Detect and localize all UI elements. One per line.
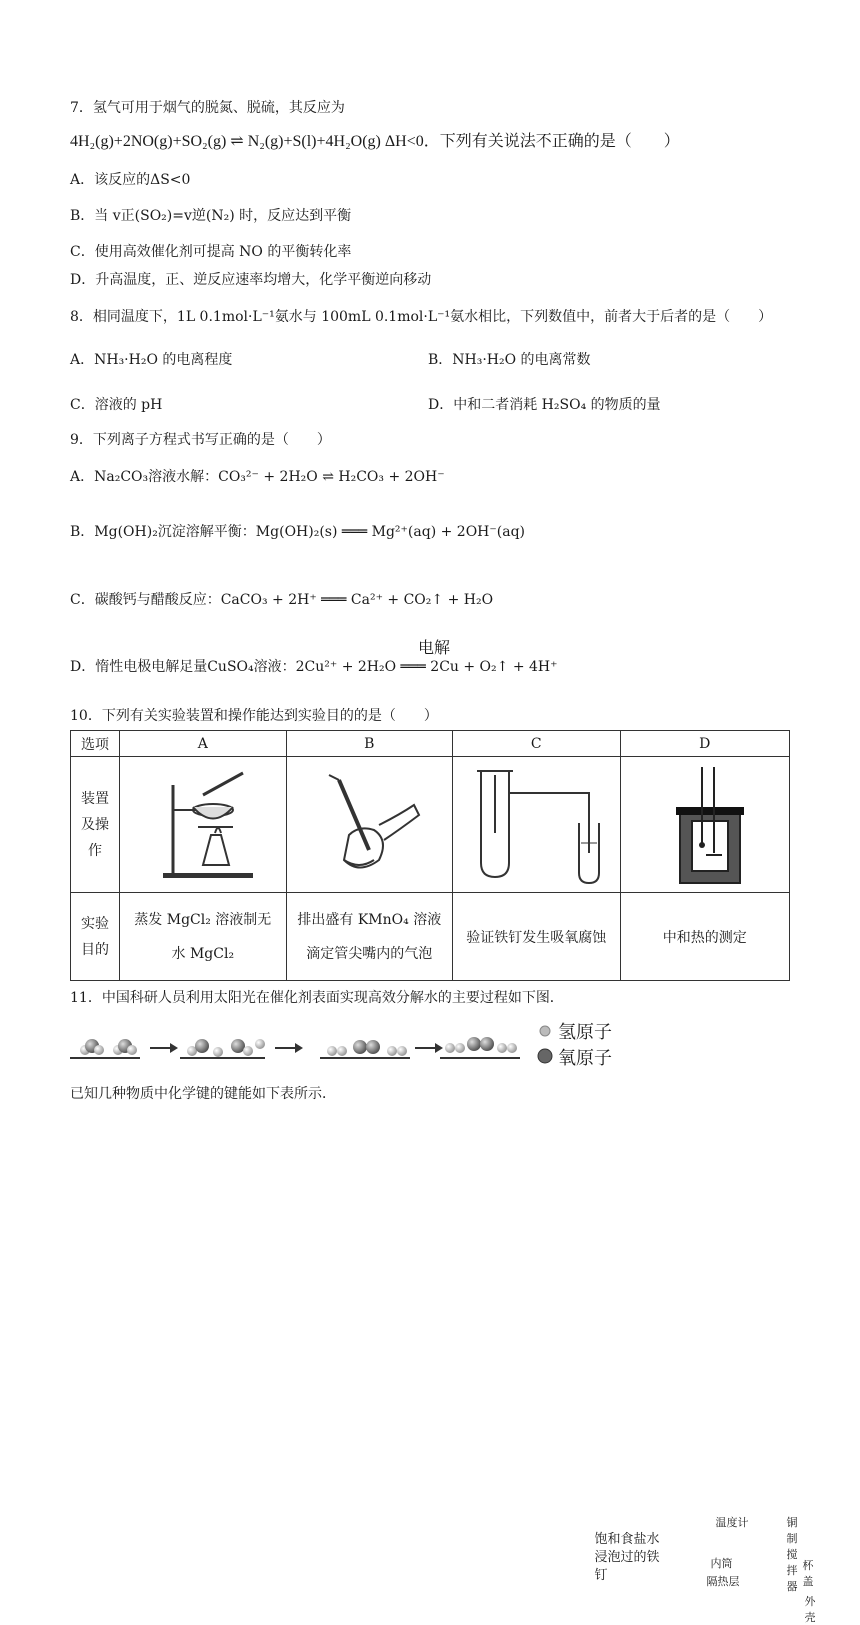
oxygen-atom-icon: [537, 1048, 553, 1064]
legend-hydrogen: 氢原子: [558, 1022, 612, 1043]
q8-option-c: C．溶液的 pH: [70, 397, 163, 413]
q10-apparatus-row: [71, 757, 790, 893]
q9-electrolysis-label: 电解: [418, 638, 451, 657]
q7-option-c: C．使用高效催化剂可提高 NO 的平衡转化率: [70, 244, 352, 260]
q11-follow-text: 已知几种物质中化学键的键能如下表所示．: [70, 1086, 336, 1102]
q9-option-a: A．Na₂CO₃溶液水解：CO₃²⁻ + 2H₂O ⇌ H₂CO₃ + 2OH⁻: [70, 469, 445, 485]
q10-d-label-shell: 外壳: [804, 1594, 816, 1624]
burette-hand-image: [309, 765, 429, 885]
q8-option-b: B．NH₃·H₂O 的电离常数: [428, 352, 591, 368]
q10-header-option: 选项: [71, 731, 120, 757]
q8-option-d: D．中和二者消耗 H₂SO₄ 的物质的量: [428, 397, 661, 413]
q7-equation: 4H₂(g)+2NO(g)+SO₂(g) ⇌ N₂(g)+S(l)+4H₂O(g) ΔH<0．下列有关说法不正确的是（ ）: [70, 133, 680, 150]
q9-option-d: D．惰性电极电解足量CuSO₄溶液：2Cu²⁺ + 2H₂O ═══ 2Cu + O₂↑ + 4H⁺: [70, 659, 558, 675]
q7-option-b: B．当 v正(SO₂)=v逆(N₂) 时，反应达到平衡: [70, 208, 352, 224]
q10-d-label-lid: 杯盖: [802, 1558, 814, 1588]
q10-purpose-b: 排出盛有 KMnO₄ 溶液滴定管尖嘴内的气泡: [286, 893, 453, 981]
q10-d-label-thermometer: 温度计: [715, 1515, 749, 1529]
evaporation-apparatus-image: [143, 765, 263, 885]
q10-apparatus-a: [120, 757, 287, 893]
q8-stem: 8．相同温度下，1L 0.1mol·L⁻¹氨水与 100mL 0.1mol·L⁻¹氨水相比，下列数值中，前者大于后者的是（ ）: [70, 309, 773, 325]
q10-apparatus-label: 装置及操作: [71, 757, 120, 893]
iron-nail-corrosion-image: [471, 763, 601, 887]
q9-option-b: B．Mg(OH)₂沉淀溶解平衡：Mg(OH)₂(s) ═══ Mg²⁺(aq) + 2OH⁻(aq): [70, 524, 525, 540]
q10-d-label-insulation: 隔热层: [706, 1574, 740, 1588]
q7-option-d: D．升高温度，正、逆反应速率均增大，化学平衡逆向移动: [70, 272, 432, 288]
q10-stem: 10．下列有关实验装置和操作能达到实验目的的是（ ）: [70, 708, 438, 724]
q10-purpose-row: [71, 893, 790, 981]
q11-stem: 11．中国科研人员利用太阳光在催化剂表面实现高效分解水的主要过程如下图．: [70, 990, 564, 1006]
q7-option-a: A．该反应的ΔS<0: [70, 172, 191, 188]
water-splitting-process-image: [70, 1018, 530, 1068]
q10-purpose-a: 蒸发 MgCl₂ 溶液制无水 MgCl₂: [120, 893, 287, 981]
q10-purpose-label: 实验目的: [71, 893, 120, 981]
q10-c-label: 饱和食盐水浸泡过的铁钉: [594, 1531, 660, 1583]
q7-stem: 7．氢气可用于烟气的脱氮、脱硫，其反应为: [70, 100, 345, 116]
q8-option-a: A．NH₃·H₂O 的电离程度: [70, 352, 233, 368]
q10-apparatus-b: [286, 757, 453, 893]
hydrogen-atom-icon: [538, 1024, 552, 1038]
q10-purpose-c: 验证铁钉发生吸氧腐蚀: [453, 893, 620, 981]
q10-d-label-inner: 内筒: [710, 1556, 733, 1570]
q10-header-d: D: [620, 731, 789, 757]
q10-header-b: B: [286, 731, 453, 757]
q9-option-c: C．碳酸钙与醋酸反应：CaCO₃ + 2H⁺ ═══ Ca²⁺ + CO₂↑ + H₂O: [70, 592, 494, 608]
q9-stem: 9．下列离子方程式书写正确的是（ ）: [70, 432, 331, 448]
q10-purpose-d: 中和热的测定: [620, 893, 789, 981]
calorimeter-image: [630, 763, 780, 887]
legend-oxygen: 氧原子: [558, 1048, 612, 1069]
q10-d-label-stirrer: 铜制搅拌器: [786, 1515, 798, 1593]
q10-header-row: [71, 731, 790, 757]
q10-header-c: C: [453, 731, 620, 757]
q10-header-a: A: [120, 731, 287, 757]
